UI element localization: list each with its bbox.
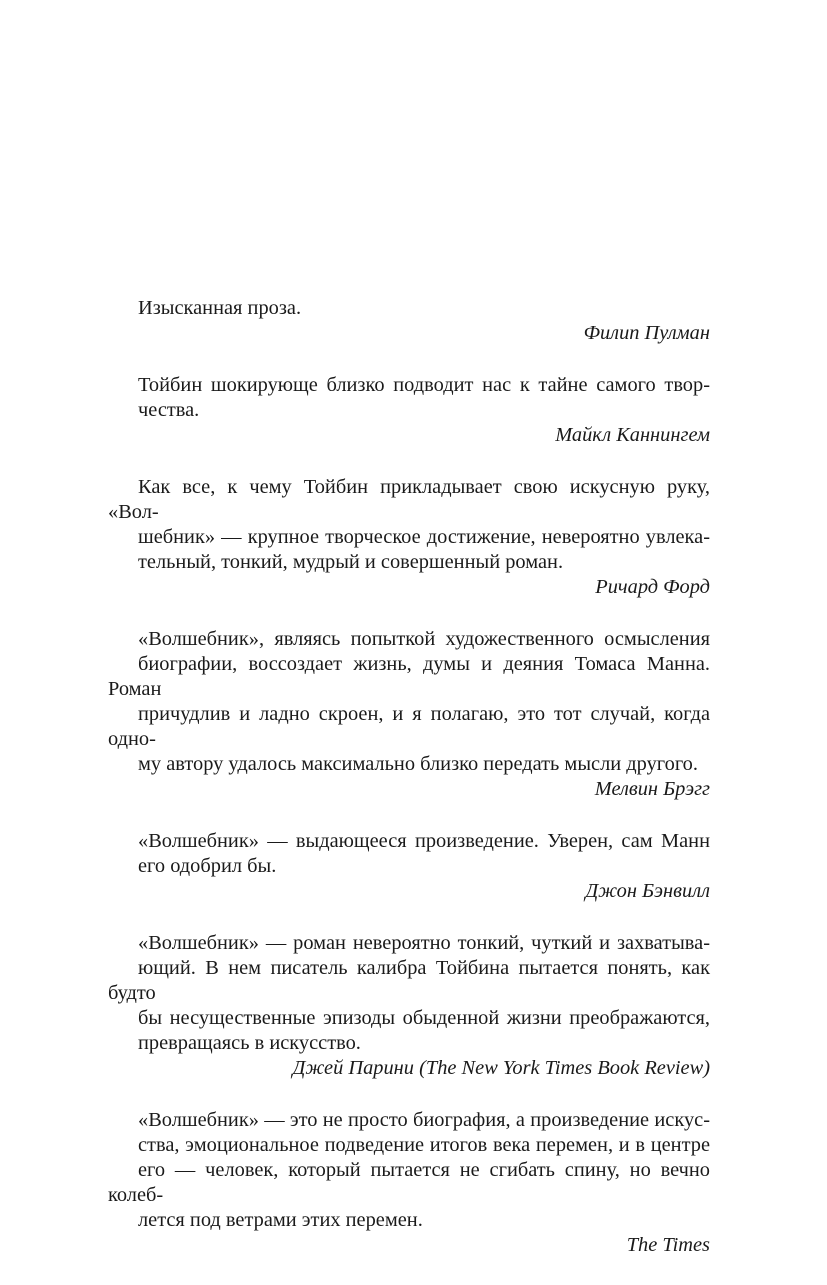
quote-line: его одобрил бы. xyxy=(138,855,277,877)
quote-line: му автору удалось максимально близко передать мысли другого. xyxy=(138,753,698,775)
quote-line: биографии, воссоздает жизнь, думы и деяния Томаса Манна. Роман xyxy=(108,653,710,700)
quote-text xyxy=(108,829,710,879)
quote-line: его — человек, который пытается не сгибать спину, но вечно колеб- xyxy=(108,1159,710,1206)
quote-line: «Волшебник», являясь попыткой художественного осмысления xyxy=(138,628,710,650)
quote-author: Джон Бэнвилл xyxy=(585,880,710,902)
quote-line: причудлив и ладно скроен, и я полагаю, это тот случай, когда одно- xyxy=(108,703,710,750)
quote-line: бы несущественные эпизоды обыденной жизни преображаются, xyxy=(138,1007,710,1029)
quote-block xyxy=(108,627,710,802)
quote-text xyxy=(108,373,710,423)
quote-block xyxy=(108,475,710,600)
quote-line: шебник» — крупное творческое достижение, невероятно увлека- xyxy=(138,526,710,548)
quote-line: Как все, к чему Тойбин прикладывает свою искусную руку, «Вол- xyxy=(108,476,710,523)
quote-block xyxy=(108,931,710,1081)
quote-text xyxy=(108,931,710,1056)
quote-line: ства, эмоциональное подведение итогов века перемен, и в центре xyxy=(138,1134,710,1156)
quote-author: The Times xyxy=(626,1234,710,1256)
quote-text xyxy=(108,475,710,575)
quote-line: тельный, тонкий, мудрый и совершенный роман. xyxy=(138,551,564,573)
quote-block xyxy=(108,1108,710,1258)
quote-block xyxy=(108,373,710,448)
quote-text xyxy=(108,296,710,321)
quote-line: лется под ветрами этих перемен. xyxy=(138,1209,423,1231)
quote-text xyxy=(108,1108,710,1233)
quote-text xyxy=(108,627,710,777)
quote-line: «Волшебник» — роман невероятно тонкий, чуткий и захватыва- xyxy=(138,932,710,954)
quote-line: «Волшебник» — выдающееся произведение. Уверен, сам Манн xyxy=(138,830,710,852)
quote-line: «Волшебник» — это не просто биография, а произведение искус- xyxy=(138,1109,710,1131)
quote-author: Филип Пулман xyxy=(583,322,710,344)
quote-line: чества. xyxy=(138,399,200,421)
quote-block xyxy=(108,829,710,904)
quote-author: Мелвин Брэгг xyxy=(594,778,710,800)
quote-line: ющий. В нем писатель калибра Тойбина пытается понять, как будто xyxy=(108,957,710,1004)
quote-author: Джей Парини (The New York Times Book Review) xyxy=(292,1057,710,1079)
quote-line: превращаясь в искусство. xyxy=(138,1032,361,1054)
quote-line: Тойбин шокирующе близко подводит нас к тайне самого твор- xyxy=(138,374,710,396)
quote-block xyxy=(108,296,710,346)
quote-line: Изысканная проза. xyxy=(138,297,302,319)
quote-author: Ричард Форд xyxy=(595,576,710,598)
quote-author: Майкл Каннингем xyxy=(555,424,710,446)
praise-quotes xyxy=(108,296,710,1285)
